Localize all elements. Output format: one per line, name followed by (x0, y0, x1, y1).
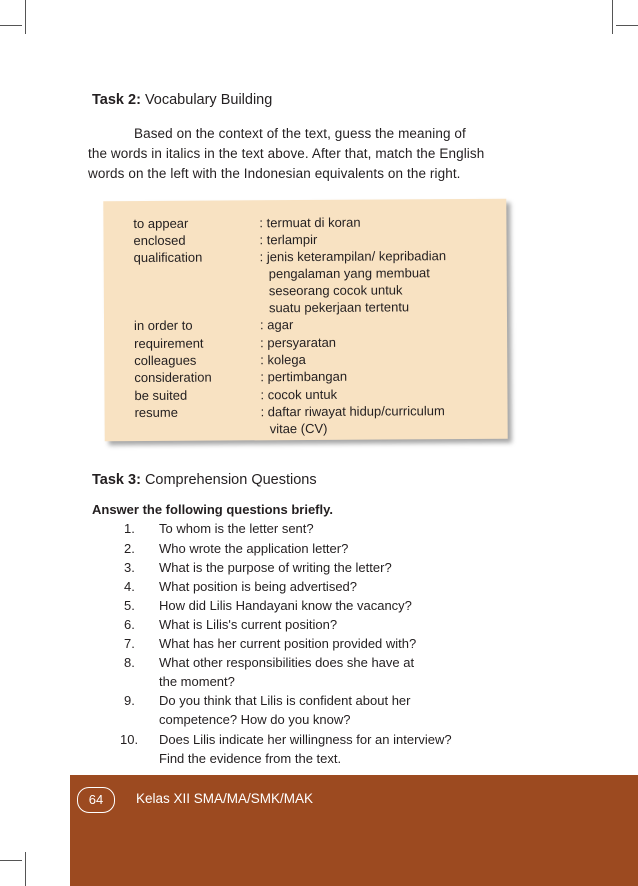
indonesian-equivalent: : terlampir (259, 231, 318, 248)
english-word: consideration (134, 369, 212, 386)
question-number: 3. (124, 560, 135, 575)
task2-title: Vocabulary Building (144, 92, 273, 108)
indonesian-equivalent: : jenis keterampilan/ kepribadian (259, 248, 447, 265)
question-text: What is Lilis's current position? (159, 617, 338, 632)
indonesian-equivalent: : agar (259, 317, 294, 333)
question-text: Find the evidence from the text. (159, 751, 342, 766)
indonesian-equivalent: : pertimbangan (260, 368, 348, 385)
crop-mark (0, 860, 22, 861)
crop-mark (616, 25, 638, 26)
english-word: requirement (134, 335, 204, 352)
question-text: the moment? (159, 674, 235, 689)
question-number: 9. (124, 693, 135, 708)
indonesian-equivalent: : daftar riwayat hidup/curriculum (260, 403, 445, 420)
crop-mark (0, 25, 22, 26)
indonesian-equivalent-continued: suatu pekerjaan tertentu (268, 299, 410, 316)
english-word: qualification (133, 249, 203, 266)
indonesian-equivalent-continued: vitae (CV) (269, 420, 328, 437)
indonesian-equivalent-continued: seseorang cocok untuk (268, 282, 403, 299)
question-number: 4. (124, 579, 135, 594)
question-text: competence? How do you know? (159, 712, 351, 727)
question-text: Do you think that Lilis is confident about her (159, 693, 411, 708)
paragraph-line: Based on the context of the text, guess the meaning of (134, 126, 466, 141)
question-number: 7. (124, 636, 135, 651)
question-text: To whom is the letter sent? (159, 521, 314, 536)
task2-heading (92, 92, 272, 108)
question-text: What is the purpose of writing the letter? (159, 560, 392, 575)
task3-title: Comprehension Questions (144, 472, 317, 488)
task3-heading (92, 472, 317, 488)
task2-label: Task 2: (92, 92, 141, 108)
crop-mark (25, 852, 26, 886)
english-word: to appear (133, 215, 189, 232)
english-word: resume (134, 404, 178, 421)
indonesian-equivalent-continued: pengalaman yang membuat (268, 265, 430, 282)
question-number: 6. (124, 617, 135, 632)
crop-mark (612, 0, 613, 34)
indonesian-equivalent: : termuat di koran (259, 214, 361, 231)
question-number: 1. (124, 521, 135, 536)
question-text: Who wrote the application letter? (159, 541, 349, 556)
vocabulary-box (103, 199, 507, 441)
indonesian-equivalent: : kolega (260, 351, 306, 368)
question-text: Does Lilis indicate her willingness for an interview? (159, 732, 452, 747)
page-number: 64 (77, 787, 115, 813)
english-word: be suited (134, 387, 188, 404)
task3-label: Task 3: (92, 472, 141, 488)
question-text: What position is being advertised? (159, 579, 358, 594)
english-word: enclosed (133, 232, 186, 249)
english-word: in order to (133, 317, 193, 334)
question-number: 8. (124, 655, 135, 670)
indonesian-equivalent: : cocok untuk (260, 386, 338, 403)
task2-paragraph (88, 124, 528, 184)
question-text: What other responsibilities does she have at (159, 655, 415, 670)
question-number: 5. (124, 598, 135, 613)
indonesian-equivalent: : persyaratan (260, 334, 337, 351)
english-word: colleagues (134, 352, 197, 369)
task3-instruction: Answer the following questions briefly. (92, 502, 334, 517)
book-title: Kelas XII SMA/MA/SMK/MAK (136, 791, 314, 806)
paragraph-line: words on the left with the Indonesian equivalents on the right. (88, 166, 461, 181)
question-number: 2. (124, 541, 135, 556)
paragraph-line: the words in italics in the text above. After that, match the English (88, 146, 485, 161)
question-text: How did Lilis Handayani know the vacancy? (159, 598, 412, 613)
question-text: What has her current position provided with? (159, 636, 417, 651)
question-number: 10. (120, 732, 139, 747)
crop-mark (25, 0, 26, 34)
